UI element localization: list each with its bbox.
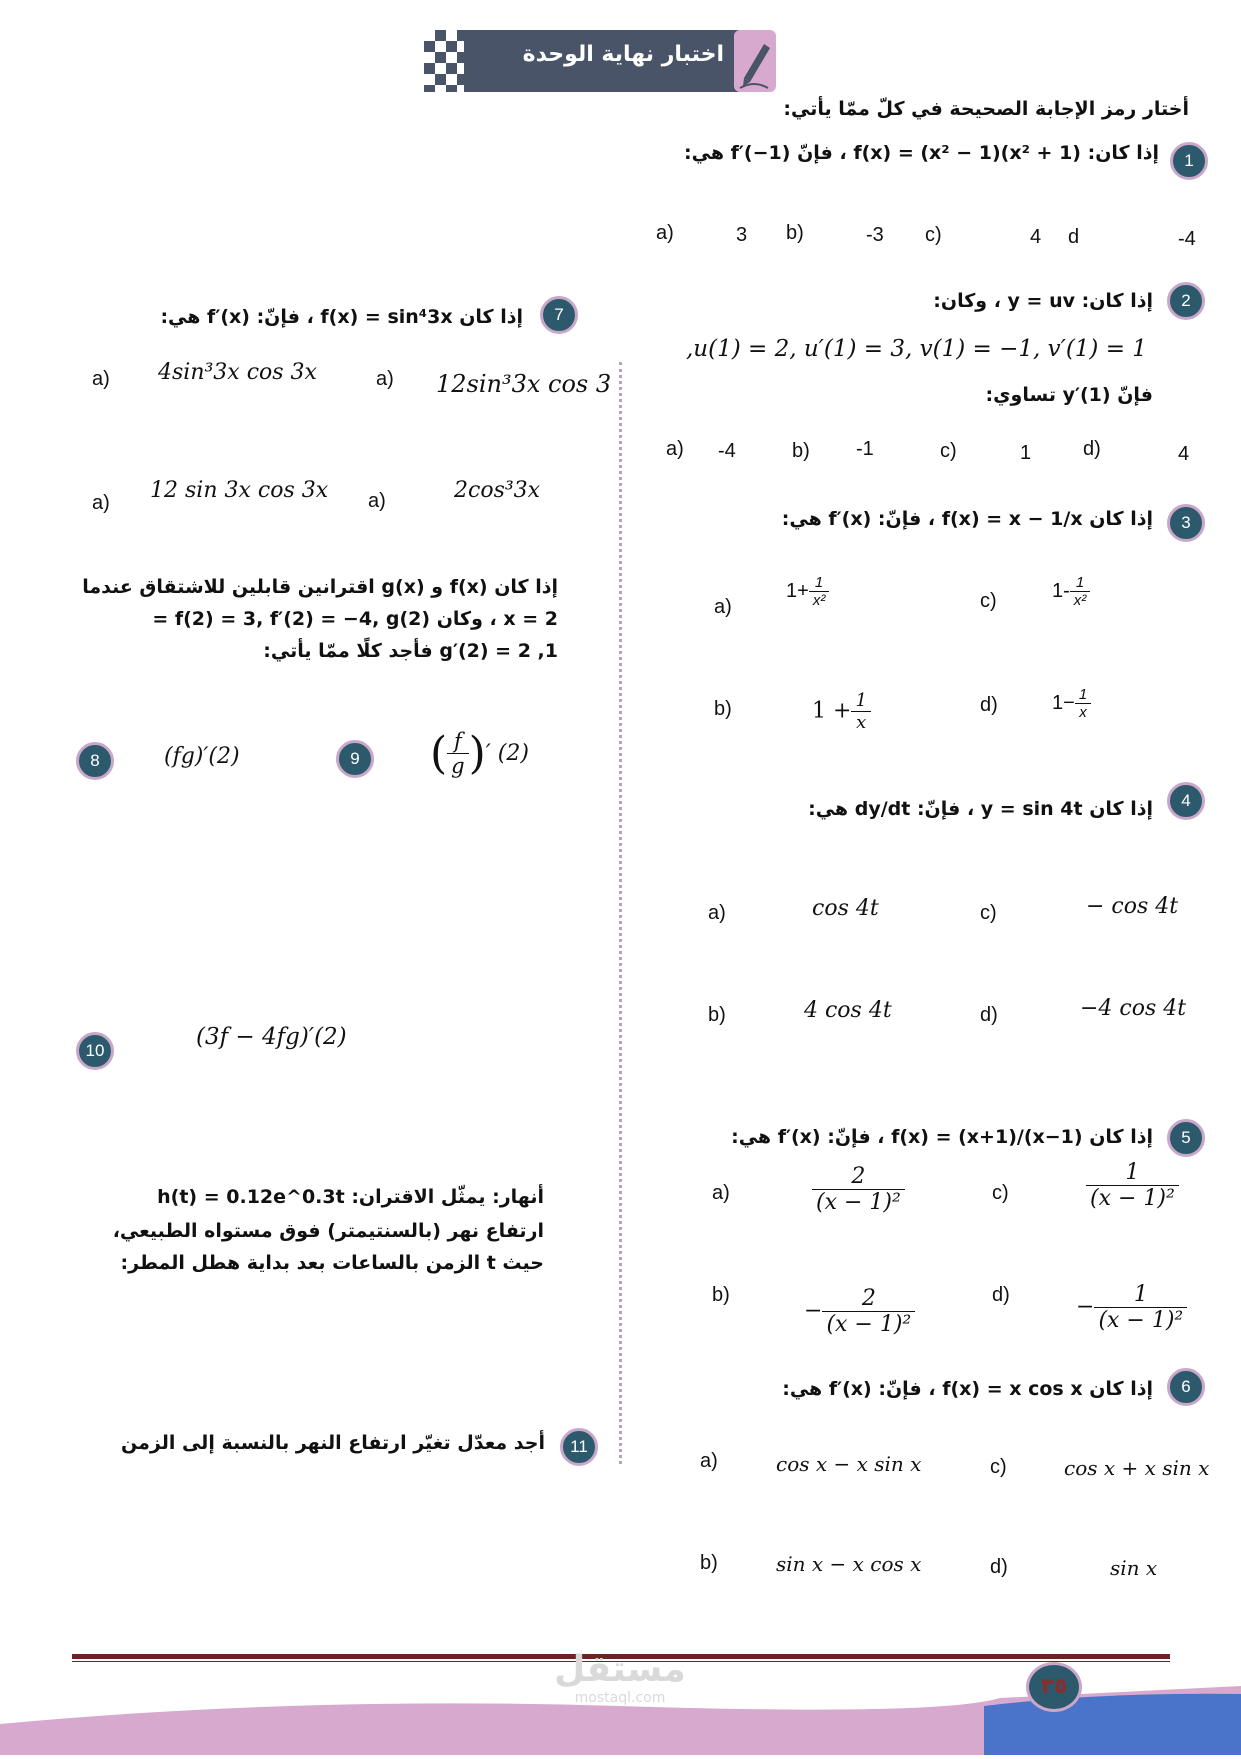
column-divider xyxy=(619,362,622,1464)
question-badge-5: 5 xyxy=(1167,1119,1205,1157)
q3-option-d-label[interactable]: d) xyxy=(980,694,998,716)
q9-den: g xyxy=(451,754,465,778)
q5-b-fraction xyxy=(822,1286,915,1337)
page-number-badge xyxy=(1026,1662,1082,1712)
q10-expression: (3f − 4fg)′(2) xyxy=(196,1024,347,1050)
fg-line-3: 1, g′(2) = 2 فأجد كلًا ممّا يأتي: xyxy=(263,640,558,662)
q7-option-2-value: 12sin³3x cos 3 xyxy=(436,370,612,398)
q2-option-b-value: -1 xyxy=(856,438,874,460)
q5-option-d-value xyxy=(1076,1282,1187,1333)
q7-option-1-value: 4sin³3x cos 3x xyxy=(158,360,317,385)
q7-option-1-label[interactable]: a) xyxy=(92,368,110,390)
q7-option-4-value: 2cos³3x xyxy=(454,478,541,503)
q5-c-fraction xyxy=(1086,1160,1179,1211)
q3-option-b-value xyxy=(812,690,871,733)
q5-option-c-value xyxy=(1086,1160,1179,1211)
q4-option-c-value: − cos 4t xyxy=(1086,894,1179,919)
question-badge-1: 1 xyxy=(1170,142,1208,180)
q2-option-a-label[interactable]: a) xyxy=(666,438,684,460)
q4-option-b-label[interactable]: b) xyxy=(708,1004,726,1026)
q1-option-b-label[interactable]: b) xyxy=(786,222,804,244)
q2-option-a-value: -4 xyxy=(718,440,736,462)
instructions: أختار رمز الإجابة الصحيحة في كلّ ممّا يأتي: xyxy=(783,98,1189,120)
q3-d-prefix: 1− xyxy=(1052,691,1075,714)
q3-d-den: x xyxy=(1079,704,1087,721)
q5-option-b-value xyxy=(804,1286,915,1337)
q2-option-d-label[interactable]: d) xyxy=(1083,438,1101,460)
header-banner xyxy=(424,30,776,92)
q5-option-a-label[interactable]: a) xyxy=(712,1182,730,1204)
q1-option-b-value: -3 xyxy=(866,224,884,246)
question-badge-7: 7 xyxy=(540,296,578,334)
q4-option-d-value: −4 cos 4t xyxy=(1080,996,1187,1021)
q5-text: إذا كان f(x) = (x+1)/(x−1) ، فإنّ: f′(x) هي: xyxy=(731,1126,1153,1148)
q4-option-d-label[interactable]: d) xyxy=(980,1004,998,1026)
page-number: ٣٥ xyxy=(1040,1674,1068,1699)
q3-option-a-label[interactable]: a) xyxy=(714,596,732,618)
q1-option-d-label[interactable]: d xyxy=(1068,226,1080,248)
q5-c-num: 1 xyxy=(1086,1160,1179,1186)
q2-then: فإنّ y′(1) تساوي: xyxy=(985,384,1153,406)
q2-values: ,u(1) = 2, u′(1) = 3, v(1) = −1, v′(1) = 1 xyxy=(686,336,1147,362)
question-badge-9: 9 xyxy=(336,740,374,778)
q3-b-fraction xyxy=(851,690,870,733)
q4-option-a-label[interactable]: a) xyxy=(708,902,726,924)
q3-c-num: 1 xyxy=(1070,574,1091,592)
q7-text: إذا كان f(x) = sin⁴3x ، فإنّ: f′(x) هي: xyxy=(160,306,523,328)
q2-option-d-value: 4 xyxy=(1178,443,1190,465)
q9-expression xyxy=(430,728,529,779)
q1-text xyxy=(684,142,1159,164)
question-badge-3: 3 xyxy=(1167,504,1205,542)
watermark-url: mostaql.com xyxy=(574,1690,666,1706)
q7-option-4-label[interactable]: a) xyxy=(368,490,386,512)
q3-a-num: 1 xyxy=(809,574,830,592)
q11-text: أجد معدّل تغيّر ارتفاع النهر بالنسبة إلى الزمن xyxy=(121,1432,545,1454)
q5-b-num: 2 xyxy=(822,1286,915,1312)
q5-d-sign: − xyxy=(1076,1294,1095,1320)
q3-a-den: x² xyxy=(812,592,826,609)
q3-b-prefix: 1 + xyxy=(812,698,852,724)
q5-a-fraction xyxy=(812,1164,905,1215)
question-badge-2: 2 xyxy=(1167,282,1205,320)
question-badge-6: 6 xyxy=(1167,1368,1205,1406)
q1-option-a-label[interactable]: a) xyxy=(656,222,674,244)
q6-option-b-label[interactable]: b) xyxy=(700,1552,718,1574)
q5-d-num: 1 xyxy=(1094,1282,1187,1308)
river-line-3: حيث t الزمن بالساعات بعد بداية هطل المطر: xyxy=(120,1252,544,1274)
q3-b-num: 1 xyxy=(851,690,870,712)
question-badge-4: 4 xyxy=(1167,782,1205,820)
q2-option-c-value: 1 xyxy=(1020,442,1032,464)
q6-option-a-value: cos x − x sin x xyxy=(776,1452,922,1476)
q2-option-c-label[interactable]: c) xyxy=(940,440,957,462)
q9-fraction xyxy=(447,729,468,778)
q4-text: إذا كان y = sin 4t ، فإنّ: dy/dt هي: xyxy=(808,798,1153,820)
q5-option-c-label[interactable]: c) xyxy=(992,1182,1009,1204)
header-title: اختبار نهاية الوحدة xyxy=(522,42,724,67)
q5-a-den: (x − 1)² xyxy=(816,1190,901,1215)
q2-text: إذا كان: y = uv ، وكان: xyxy=(933,290,1153,312)
q7-option-3-value: 12 sin 3x cos 3x xyxy=(150,478,329,503)
q6-option-c-value: cos x + x sin x xyxy=(1064,1456,1210,1480)
q3-option-c-value xyxy=(1052,574,1090,609)
watermark xyxy=(540,1650,700,1706)
pencil-icon xyxy=(734,30,776,92)
q8-expression: (fg)′(2) xyxy=(164,744,240,769)
q4-option-c-label[interactable]: c) xyxy=(980,902,997,924)
q6-option-d-label[interactable]: d) xyxy=(990,1556,1008,1578)
q6-option-b-value: sin x − x cos x xyxy=(776,1552,922,1576)
river-line-1: أنهار: يمثّل الاقتران: h(t) = 0.12e^0.3t xyxy=(157,1186,544,1208)
q6-option-a-label[interactable]: a) xyxy=(700,1450,718,1472)
q3-c-den: x² xyxy=(1073,592,1087,609)
q1-text-content: إذا كان: f(x) = (x² − 1)(x² + 1) ، فإنّ f′(−1) هي: xyxy=(684,142,1159,164)
q1-option-c-label[interactable]: c) xyxy=(925,224,942,246)
question-badge-11: 11 xyxy=(560,1428,598,1466)
q5-c-den: (x − 1)² xyxy=(1090,1186,1175,1211)
q3-a-fraction xyxy=(809,574,830,609)
header-title-bar xyxy=(464,30,754,92)
q2-option-b-label[interactable]: b) xyxy=(792,440,810,462)
q3-b-den: x xyxy=(856,712,867,733)
q3-d-num: 1 xyxy=(1075,686,1091,704)
q9-paren-close: ) xyxy=(468,728,486,779)
q1-option-d-value: -4 xyxy=(1178,228,1196,250)
q1-option-a-value: 3 xyxy=(736,224,748,246)
q3-text: إذا كان f(x) = x − 1/x ، فإنّ: f′(x) هي: xyxy=(781,508,1153,530)
q5-b-sign: − xyxy=(804,1298,823,1324)
q4-option-a-value: cos 4t xyxy=(812,896,879,921)
q3-a-prefix: 1+ xyxy=(786,579,809,602)
q9-num: f xyxy=(447,729,468,754)
q6-text: إذا كان f(x) = x cos x ، فإنّ: f′(x) هي: xyxy=(782,1378,1153,1400)
river-line-2: ارتفاع نهر (بالسنتيمتر) فوق مستواه الطبيعي، xyxy=(112,1220,544,1242)
q3-option-c-label[interactable]: c) xyxy=(980,590,997,612)
fg-line-2: x = 2 ، وكان f(2) = 3, f′(2) = −4, g(2) = xyxy=(152,608,558,630)
question-badge-8: 8 xyxy=(76,742,114,780)
q6-option-d-value: sin x xyxy=(1110,1556,1158,1580)
q5-d-fraction xyxy=(1094,1282,1187,1333)
q3-d-fraction xyxy=(1075,686,1091,721)
q4-option-b-value: 4 cos 4t xyxy=(804,998,892,1023)
q5-d-den: (x − 1)² xyxy=(1098,1308,1184,1333)
q5-b-den: (x − 1)² xyxy=(826,1312,912,1337)
fg-line-1: إذا كان f(x) و g(x) اقترانين قابلين للاشتقاق عندما xyxy=(82,576,558,598)
q3-c-prefix: 1- xyxy=(1052,579,1070,602)
q7-option-2-label[interactable]: a) xyxy=(376,368,394,390)
q1-option-c-value: 4 xyxy=(1030,226,1042,248)
q9-paren-open: ( xyxy=(430,728,448,779)
q7-option-3-label[interactable]: a) xyxy=(92,492,110,514)
q5-option-b-label[interactable]: b) xyxy=(712,1284,730,1306)
watermark-logo: مستقل xyxy=(554,1649,686,1690)
q6-option-c-label[interactable]: c) xyxy=(990,1456,1007,1478)
q3-option-b-label[interactable]: b) xyxy=(714,698,732,720)
q3-option-d-value xyxy=(1052,686,1091,721)
q3-c-fraction xyxy=(1070,574,1091,609)
q5-a-num: 2 xyxy=(812,1164,905,1190)
question-badge-10: 10 xyxy=(76,1032,114,1070)
q5-option-a-value xyxy=(812,1164,905,1215)
q9-tail: ′ (2) xyxy=(485,741,529,766)
q5-option-d-label[interactable]: d) xyxy=(992,1284,1010,1306)
q3-option-a-value xyxy=(786,574,829,609)
